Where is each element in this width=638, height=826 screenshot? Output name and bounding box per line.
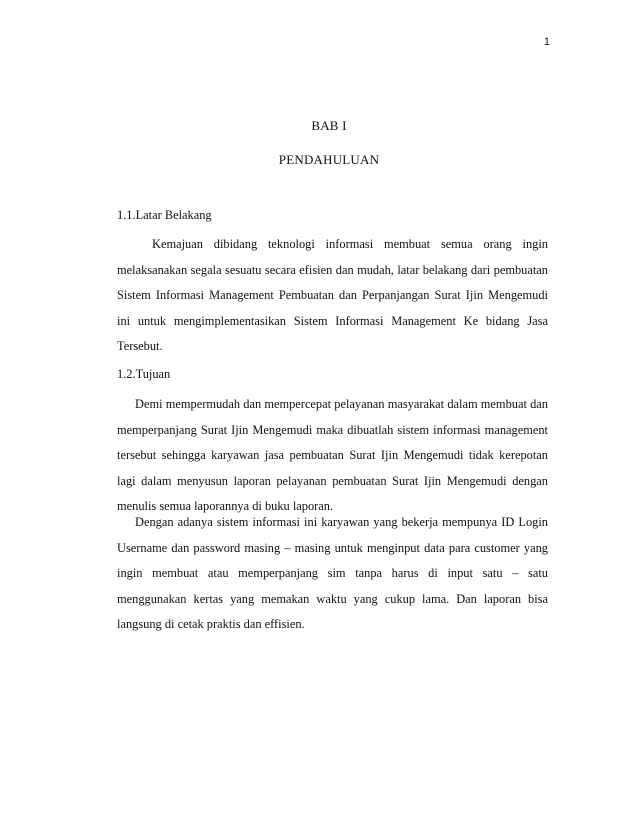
section-heading-latar-belakang: 1.1.Latar Belakang <box>117 208 212 222</box>
paragraph-tujuan-2: Dengan adanya sistem informasi ini karyawan yang bekerja mempunya ID Login Username dan password masing – masing untuk menginput data para customer yang ingin membuat atau memperpanjang sim tanpa harus di input satu – satu menggunakan kertas yang memakan waktu yang cukup lama. Dan laporan bisa langsung di cetak praktis dan effisien. <box>117 515 548 632</box>
paragraph-tujuan-1: Demi mempermudah dan mempercepat pelayanan masyarakat dalam membuat dan memperpanjang Surat Ijin Mengemudi maka dibuatlah sistem informasi management tersebut sehingga karyawan jasa pembuatan Surat Ijin Mengemudi tidak kerepotan lagi dalam menyusun laporan pelayanan pembuatan Surat Ijin Mengemudi dengan menulis semua laporannya di buku laporan. <box>117 397 548 514</box>
chapter-label: BAB I <box>311 118 347 133</box>
section-heading-tujuan: 1.2.Tujuan <box>117 367 171 381</box>
chapter-title: PENDAHULUAN <box>278 152 380 167</box>
paragraph-latar-belakang: Kemajuan dibidang teknologi informasi membuat semua orang ingin melaksanakan segala sesuatu secara efisien dan mudah, latar belakang dari pembuatan Sistem Informasi Management Pembuatan dan Perpanjangan Surat Ijin Mengemudi ini untuk mengimplementasikan Sistem Informasi Management Ke bidang Jasa Tersebut. <box>117 237 548 354</box>
page-number: 1 <box>543 36 550 48</box>
